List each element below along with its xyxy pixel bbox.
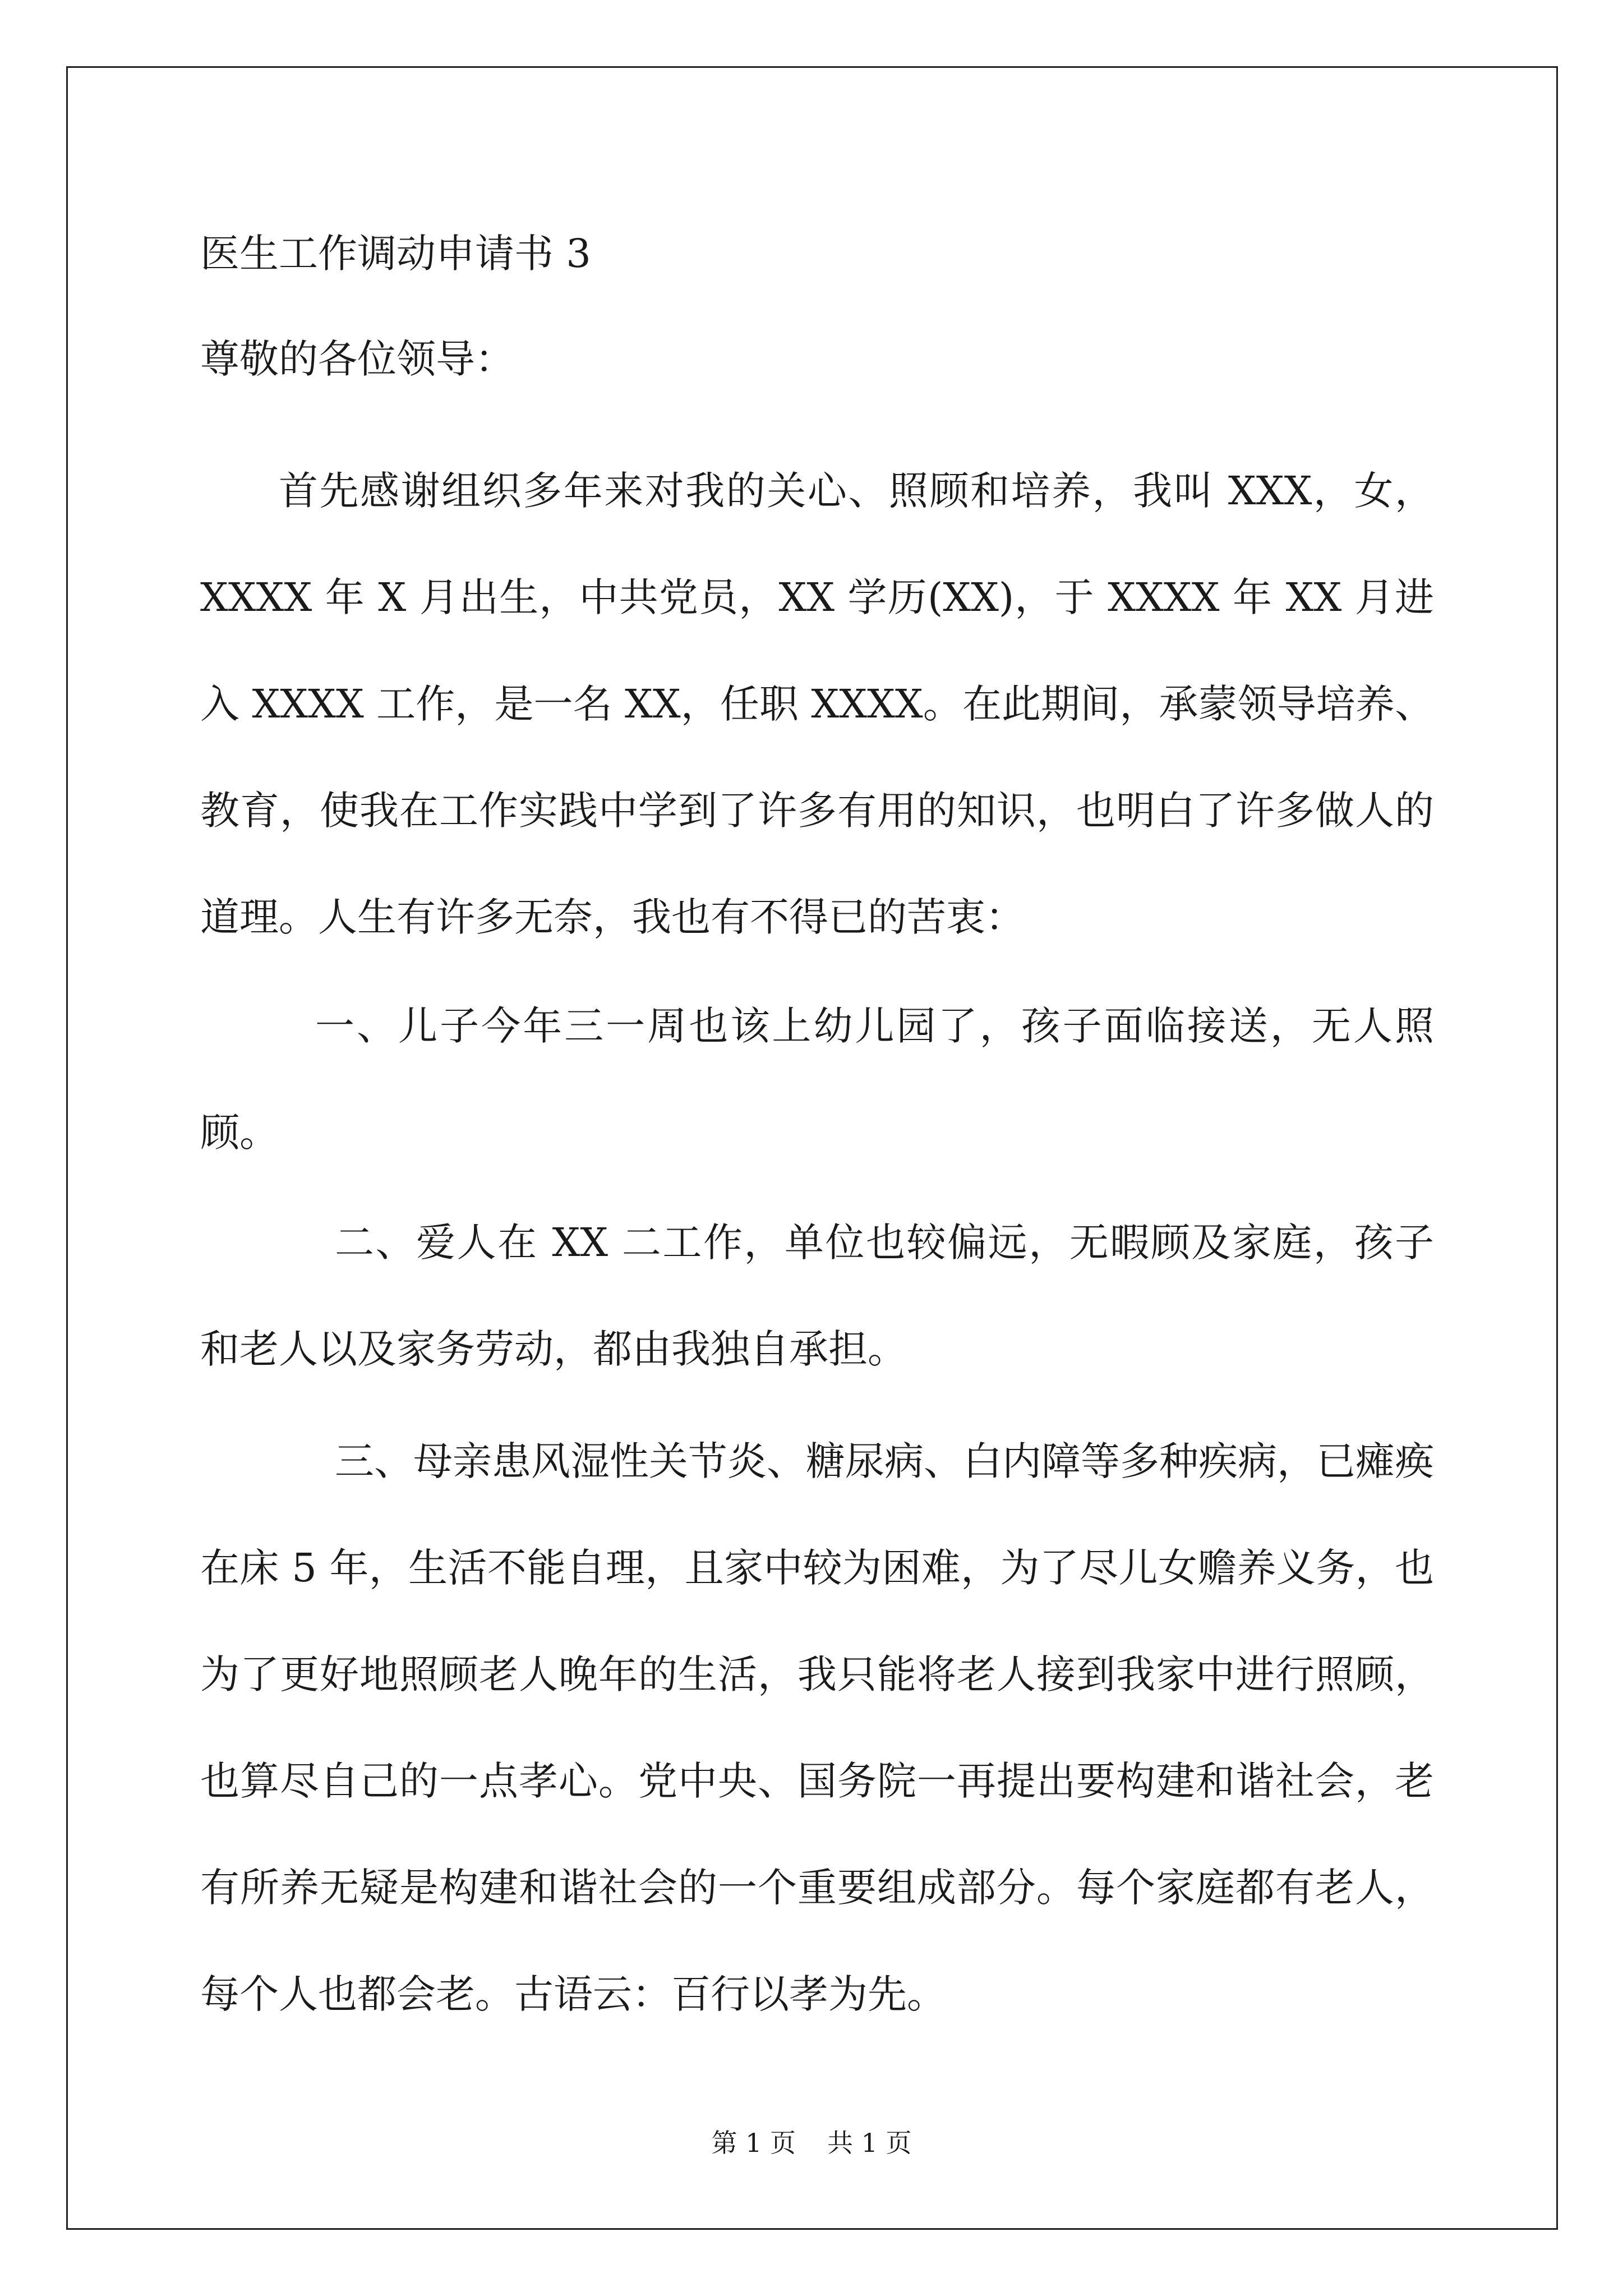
paragraph-reason-2: 二、爱人在 XX 二工作，单位也较偏远，无暇顾及家庭，孩子和老人以及家务劳动，都由我独自承担。 <box>200 1220 1434 1372</box>
page-footer <box>0 2126 1623 2160</box>
paragraph-reason-1: 一、儿子今年三一周也该上幼儿园了，孩子面临接送，无人照顾。 <box>200 1003 1434 1156</box>
document-title: 医生工作调动申请书 3 <box>200 231 591 277</box>
salutation: 尊敬的各位领导： <box>200 336 514 382</box>
page-number-current: 第 1 页 <box>711 2128 796 2158</box>
paragraph-intro: 首先感谢组织多年来对我的关心、照顾和培养，我叫 XXX，女，XXXX 年 X 月出生，中共党员，XX 学历(XX)，于 XXXX 年 XX 月进入 XXXX 工作，是一名 XX，任职 XXXX。在此期间，承蒙领导培养、教育，使我在工作实践中学到了许多有用的知识，也明白了许多做人的道理。人生有许多无奈，我也有不得已的苦衷： <box>200 468 1434 940</box>
paragraph-reason-3: 三、母亲患风湿性关节炎、糖尿病、白内障等多种疾病，已瘫痪在床 5 年，生活不能自理，且家中较为困难，为了尽儿女赡养义务，也为了更好地照顾老人晚年的生活，我只能将老人接到我家中进行照顾，也算尽自己的一点孝心。党中央、国务院一再提出要构建和谐社会，老有所养无疑是构建和谐社会的一个重要组成部分。每个家庭都有老人，每个人也都会老。古语云：百行以孝为先。 <box>200 1438 1434 2017</box>
page-number-total: 共 1 页 <box>827 2128 912 2158</box>
